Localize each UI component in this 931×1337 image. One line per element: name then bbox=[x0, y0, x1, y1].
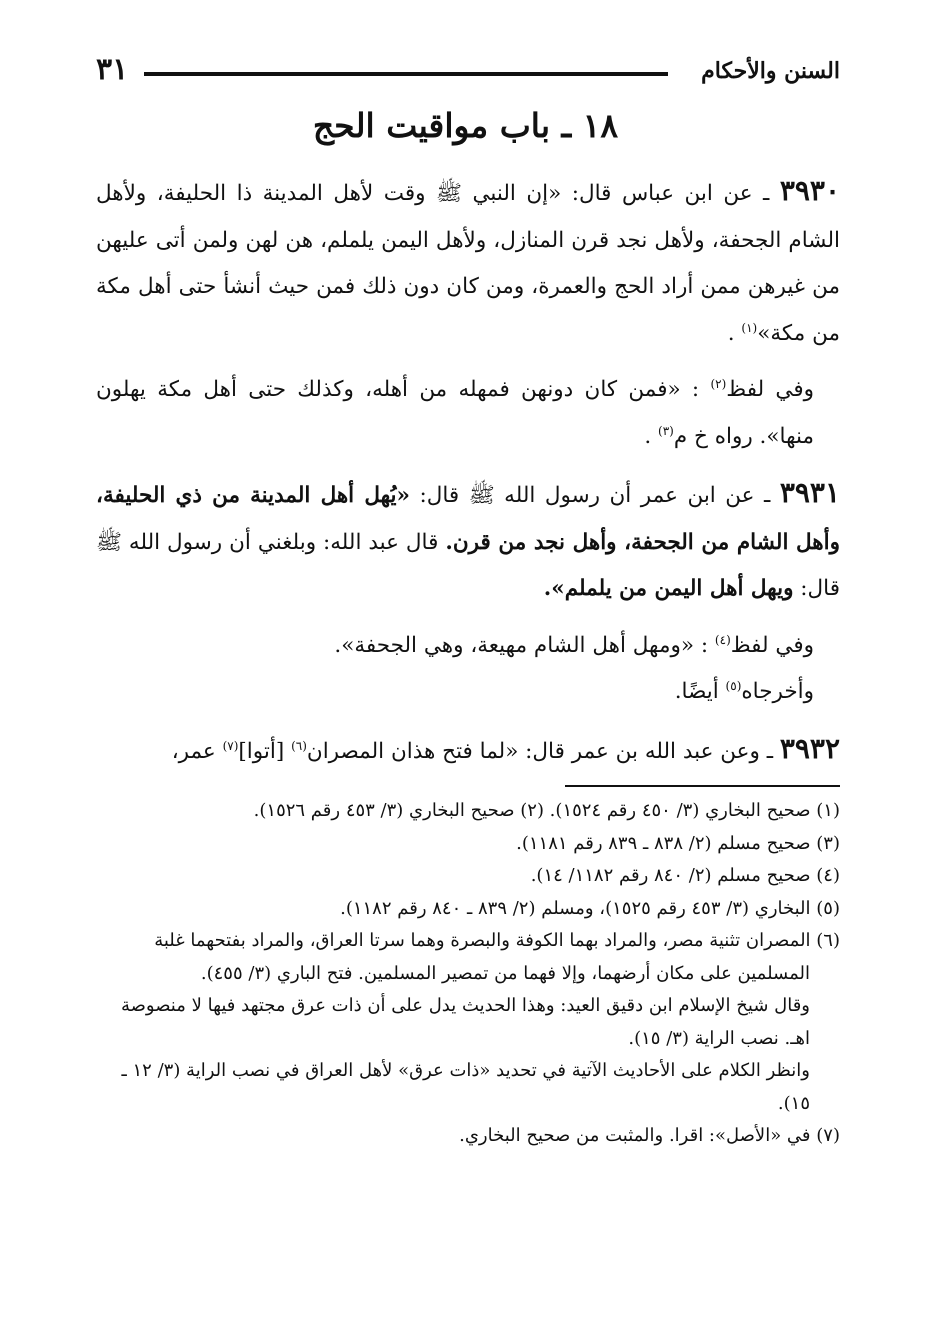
footnote-continuation: وقال شيخ الإسلام ابن دقيق العيد: وهذا الحديث يدل على أن ذات عرق مجتهد فيها لا منصوصة اهـ. نصب الراية (٣/ ١٥). bbox=[120, 995, 810, 1049]
footnote: (٣) صحيح مسلم (٢/ ٨٣٨ ـ ٨٣٩ رقم ١١٨١). bbox=[516, 832, 840, 854]
footnote-ref: (٤) bbox=[714, 632, 731, 647]
footnote-separator bbox=[565, 785, 840, 787]
hadith-quote: ويهل أهل اليمن من يلملم». bbox=[543, 576, 794, 601]
footnote-ref: (٢) bbox=[710, 376, 727, 391]
hadith-3931-variant bbox=[96, 623, 840, 670]
hadith-quote: «يُهل أهل المدينة من ذي الحليفة، وأهل الشام من الجحفة، وأهل نجد من قرن. bbox=[96, 483, 840, 555]
footnote-ref: (٦) bbox=[291, 738, 307, 753]
hadith-number: ٣٩٣٢ bbox=[779, 731, 840, 765]
variant-text: : «فمن كان دونهن فمهله من أهله، وكذلك حتى أهل مكة يهلون منها». رواه خ م bbox=[96, 377, 814, 449]
footnote: (٧) في «الأصل»: اقرا. والمثبت من صحيح البخاري. bbox=[459, 1125, 840, 1146]
variant-end: . bbox=[644, 423, 659, 449]
footnote: (٤) صحيح مسلم (٢/ ٨٤٠ رقم ١١٨٢/ ١٤). bbox=[530, 865, 840, 886]
chapter-title: ١٨ ـ باب مواقيت الحج bbox=[312, 106, 619, 145]
running-header bbox=[96, 52, 840, 98]
hadith-text: ـ عن ابن عباس قال: «إن النبي ﷺ وقت لأهل المدينة ذا الحليفة، ولأهل الشام الجحفة، ولأهل نجد قرن المنازل، ولأهل اليمن يلملم، هن لهن ولمن أتى عليهن من غيرهن ممن أراد الحج والعمرة، ومن كان دون ذلك فمن حيث أنشأ حتى أهل مكة من مكة» bbox=[96, 181, 840, 346]
book-title: السنن والأحكام bbox=[701, 58, 840, 84]
footnote-ref: (٥) bbox=[725, 678, 742, 693]
footnotes bbox=[96, 795, 840, 1153]
hadith-mid: قال عبد الله: وبلغني أن رسول الله ﷺ قال: bbox=[96, 529, 840, 601]
variant-text: : «ومهل أهل الشام مهيعة، وهي الجحفة». bbox=[334, 632, 715, 658]
hadith-text: ـ وعن عبد الله بن عمر قال: «لما فتح هذان المصران bbox=[306, 738, 773, 764]
hadith-number: ٣٩٣٠ bbox=[779, 174, 840, 207]
variant-prefix: وفي لفظ bbox=[726, 377, 815, 402]
main-text bbox=[96, 168, 840, 785]
footnote-ref: (٧) bbox=[222, 738, 239, 753]
hadith-number: ٣٩٣١ bbox=[779, 476, 840, 509]
footnote: (٥) البخاري (٣/ ٤٥٣ رقم ١٥٢٥)، ومسلم (٢/ ٨٣٩ ـ ٨٤٠ رقم ١١٨٢). bbox=[340, 897, 840, 919]
hadith-intro: ـ عن ابن عمر أن رسول الله ﷺ قال: bbox=[409, 483, 771, 508]
hadith-end: . bbox=[727, 320, 742, 346]
hadith-3931-also bbox=[96, 669, 840, 716]
hadith-3931 bbox=[96, 470, 840, 613]
also-text: أيضًا. bbox=[674, 679, 726, 704]
page-number: ٣١ bbox=[96, 52, 129, 87]
also-prefix: وأخرجاه bbox=[741, 679, 814, 704]
header-rule bbox=[144, 72, 668, 76]
footnote-ref: (٣) bbox=[658, 423, 674, 438]
footnote-continuation: وانظر الكلام على الأحاديث الآتية في تحديد «ذات عرق» لأهل العراق في نصب الراية (٣/ ١٢ ـ ١٥). bbox=[121, 1060, 810, 1114]
hadith-3930 bbox=[96, 168, 840, 357]
footnote: (٦) المصران تثنية مصر، والمراد بهما الكوفة والبصرة وهما سرتا العراق، والمراد بفتحهما غلبة المسلمين على مكان أرضهما، وإلا فهما من تمصير المسلمين. فتح الباري (٣/ ٤٥٥). bbox=[154, 930, 840, 984]
hadith-text: عمر، bbox=[171, 738, 223, 764]
bracket-text: [أتوا] bbox=[238, 738, 292, 764]
footnote: (١) صحيح البخاري (٣/ ٤٥٠ رقم ١٥٢٤). (٢) صحيح البخاري (٣/ ٤٥٣ رقم ١٥٢٦). bbox=[253, 800, 840, 821]
hadith-3932 bbox=[96, 726, 840, 776]
variant-prefix: وفي لفظ bbox=[730, 632, 814, 658]
footnote-ref: (١) bbox=[741, 320, 758, 335]
hadith-3930-variant bbox=[96, 367, 840, 460]
